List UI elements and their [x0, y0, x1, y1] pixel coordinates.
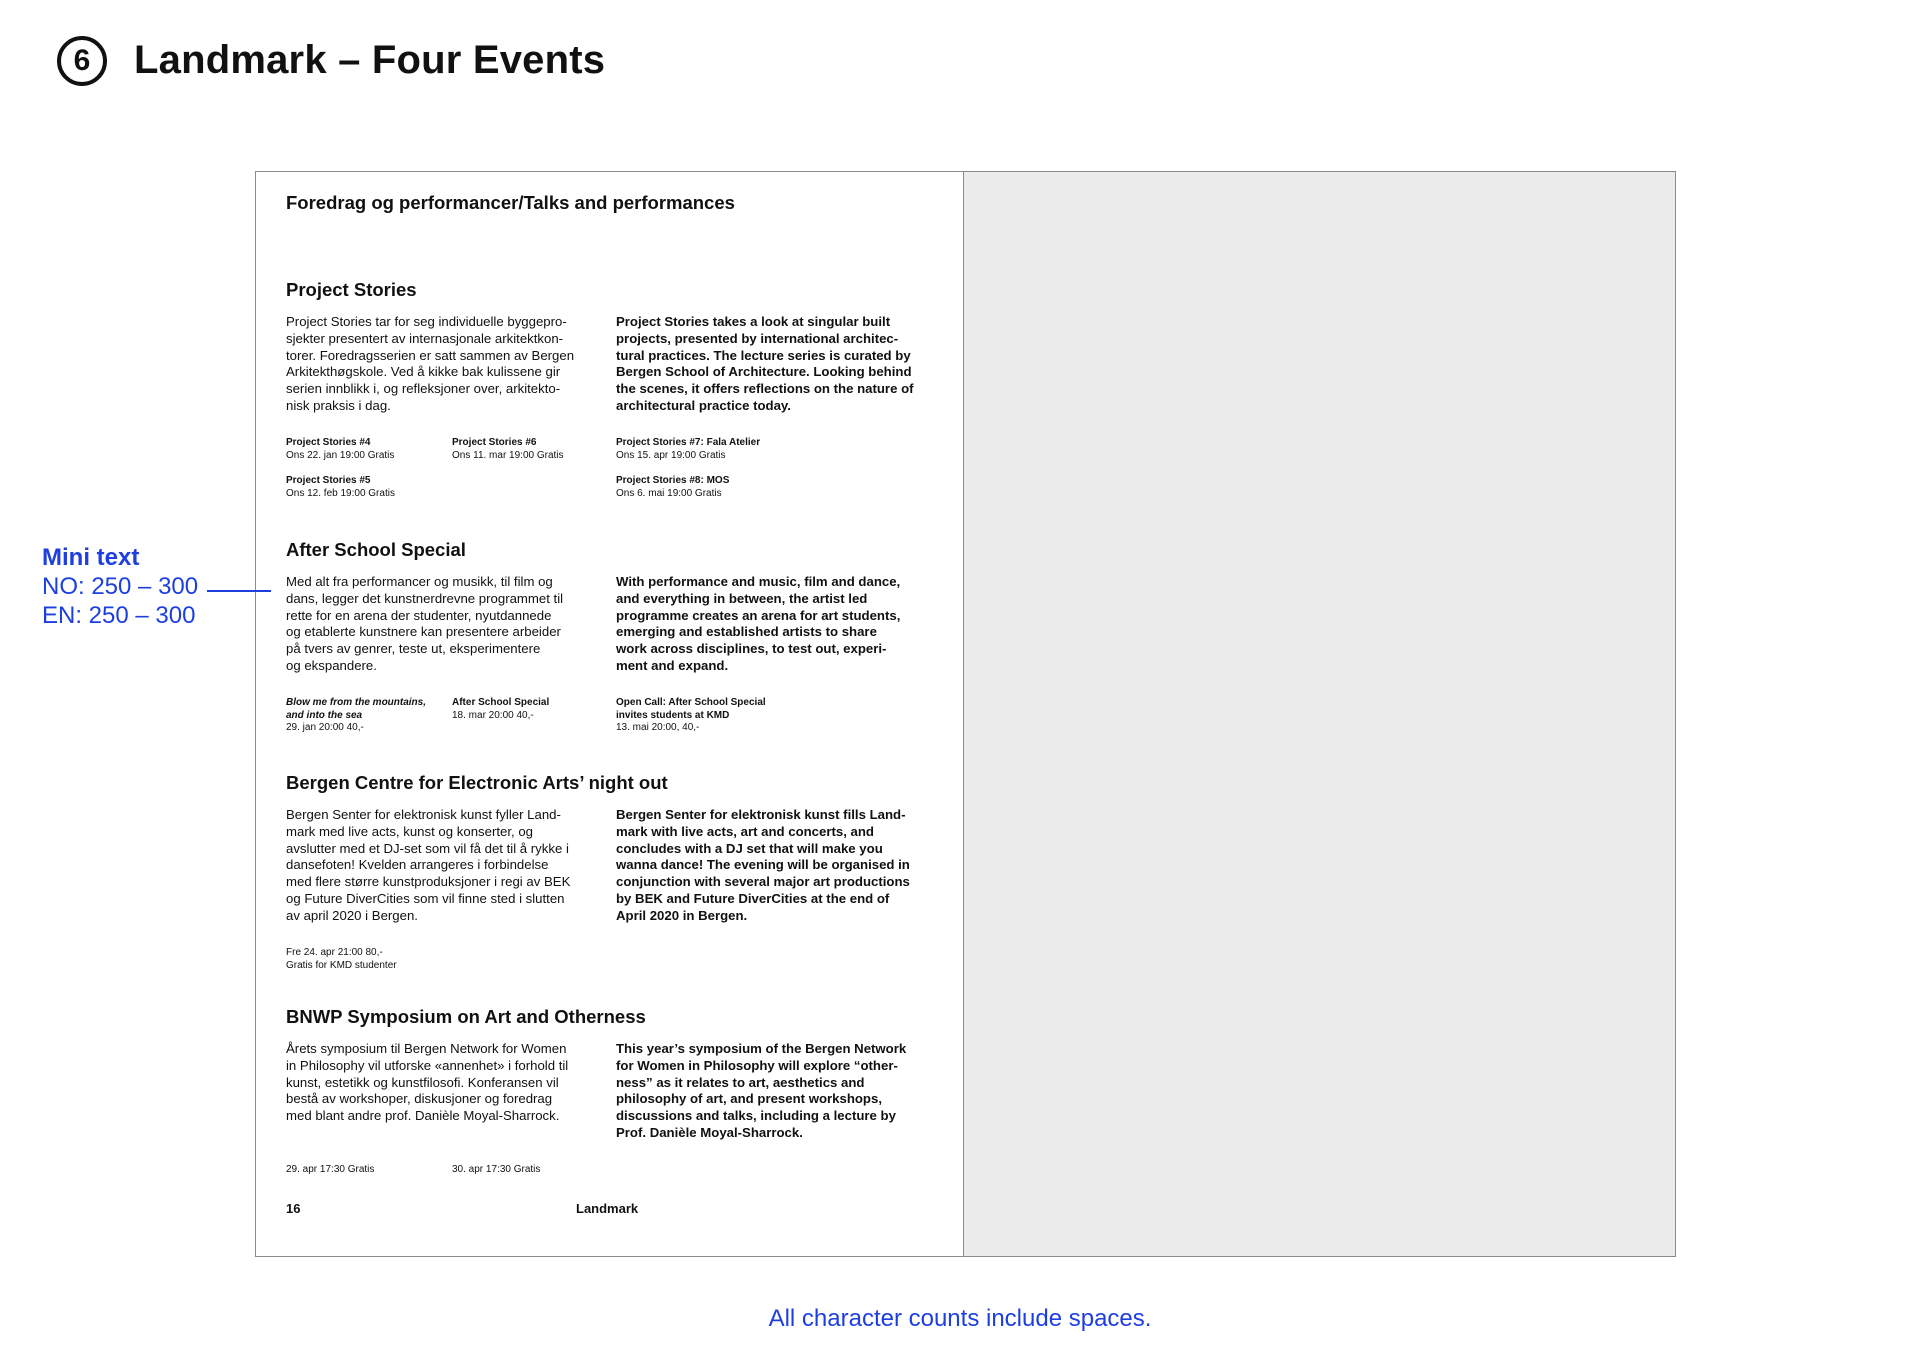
event-item	[286, 697, 436, 735]
event-text-no: Årets symposium til Bergen Network for Women in Philosophy vil utforske «annenhet» i forhold til kunst, estetikk og kunstfilosofi. Konferansen vil bestå av workshoper, diskusjoner og foredrag med blant andre prof. Danièle Moyal-Sharrock.	[286, 1041, 569, 1124]
magazine-spread	[255, 171, 1676, 1257]
annotation-leader-line	[207, 590, 271, 592]
event-text-en: With performance and music, film and dance, and everything in between, the artist led programme creates an arena for art students, emerging and established artists to share work across disciplines, to test out, experi- ment and expand.	[616, 574, 901, 673]
event-item-title: Blow me from the mountains, and into the sea	[286, 697, 427, 721]
event-item-title: Project Stories #4	[286, 437, 371, 448]
event-item-detail: 30. apr 17:30 Gratis	[452, 1164, 541, 1175]
event-item-detail: 29. jan 20:00 40,-	[286, 722, 364, 734]
event-item-detail: Ons 22. jan 19:00 Gratis	[286, 449, 395, 461]
event-item-title: Open Call: After School Special invites students at KMD	[616, 697, 766, 721]
event-item	[452, 437, 620, 462]
event-title: Project Stories	[286, 279, 417, 300]
footnote: All character counts include spaces.	[768, 1305, 1152, 1332]
event-text-no: Project Stories tar for seg individuelle byggepro- sjekter presentert av internasjonale arkitektkon- torer. Foredragsserien er satt sammen av Bergen Arkitekthøgskole. Ved å kikke bak kulissene gir serien innblikk i, og refleksjoner over, arkitekto- nisk praksis i dag.	[286, 314, 575, 413]
event-item-title: After School Special	[452, 697, 550, 708]
page-heading: Foredrag og performancer/Talks and performances	[286, 192, 735, 213]
event-bnwp-symposium	[286, 1005, 926, 1175]
event-item-detail: 18. mar 20:00 40,-	[452, 709, 534, 721]
annotation-count-no: NO: 250 – 300	[42, 573, 199, 600]
event-item-detail: Fre 24. apr 21:00 80,- Gratis for KMD studenter	[286, 947, 397, 971]
event-bek-night-out	[286, 771, 926, 971]
event-item	[616, 437, 784, 462]
event-project-stories	[286, 278, 926, 499]
event-item-detail: Ons 15. apr 19:00 Gratis	[616, 449, 726, 461]
event-title: BNWP Symposium on Art and Otherness	[286, 1006, 646, 1027]
event-item	[616, 475, 784, 500]
event-title: Bergen Centre for Electronic Arts’ night out	[286, 772, 668, 793]
event-item	[286, 1164, 454, 1177]
event-text-en: Project Stories takes a look at singular built projects, presented by international architec- tural practices. The lecture series is curated by Bergen School of Architecture. Looking behind the scenes, it offers reflections on the nature of architectural practice today.	[616, 314, 914, 413]
event-item-detail: Ons 11. mar 19:00 Gratis	[452, 449, 564, 461]
annotation-title: Mini text	[42, 544, 140, 571]
event-item	[452, 1164, 620, 1177]
event-item	[616, 697, 776, 735]
page-title: Landmark – Four Events	[134, 38, 606, 82]
event-title: After School Special	[286, 539, 466, 560]
event-item-title: Project Stories #7: Fala Atelier	[616, 437, 761, 448]
right-page	[964, 172, 1675, 1256]
event-item	[286, 475, 454, 500]
left-page	[256, 172, 964, 1256]
event-item-detail: Ons 12. feb 19:00 Gratis	[286, 487, 395, 499]
annotation-count-en: EN: 250 – 300	[42, 602, 196, 629]
event-item-title: Project Stories #8: MOS	[616, 475, 730, 486]
event-item-title: Project Stories #5	[286, 475, 371, 486]
event-item-detail: Ons 6. mai 19:00 Gratis	[616, 487, 722, 499]
section-number: 6	[73, 44, 91, 77]
page-footer-label: Landmark	[576, 1201, 639, 1216]
event-item	[286, 437, 454, 462]
event-text-en: Bergen Senter for elektronisk kunst fills Land- mark with live acts, art and concerts, and concludes with a DJ set that will make you wanna dance! The evening will be organised in conjunction with several major art productions by BEK and Future DiverCities at the end of April 2020 in Bergen.	[616, 807, 910, 923]
event-item	[286, 947, 454, 972]
event-item-detail: 29. apr 17:30 Gratis	[286, 1164, 375, 1175]
annotation-mini-text	[42, 543, 198, 630]
section-number-badge	[57, 36, 107, 86]
event-text-en: This year’s symposium of the Bergen Network for Women in Philosophy will explore “other- ness” as it relates to art, aesthetics and philosophy of art, and present workshops, discussions and talks, including a lecture by Prof. Danièle Moyal-Sharrock.	[616, 1041, 907, 1140]
event-item-detail: 13. mai 20:00, 40,-	[616, 722, 700, 734]
page-number: 16	[286, 1201, 301, 1216]
event-item-title: Project Stories #6	[452, 437, 537, 448]
event-after-school-special	[286, 538, 926, 734]
event-item	[452, 697, 620, 722]
event-text-no: Med alt fra performancer og musikk, til film og dans, legger det kunstnerdrevne programmet til rette for en arena der studenter, nyutdannede og etablerte kunstnere kan presentere arbeider på tvers av genrer, teste ut, eksperimentere og ekspandere.	[286, 574, 564, 673]
event-text-no: Bergen Senter for elektronisk kunst fyller Land- mark med live acts, kunst og konserter, og avslutter med et DJ-set som vil få det til å rykke i dansefoten! Kvelden arrangeres i forbindelse med flere større kunstproduksjoner i regi av BEK og Future DiverCities som vil finne sted i slutten av april 2020 i Bergen.	[286, 807, 571, 923]
